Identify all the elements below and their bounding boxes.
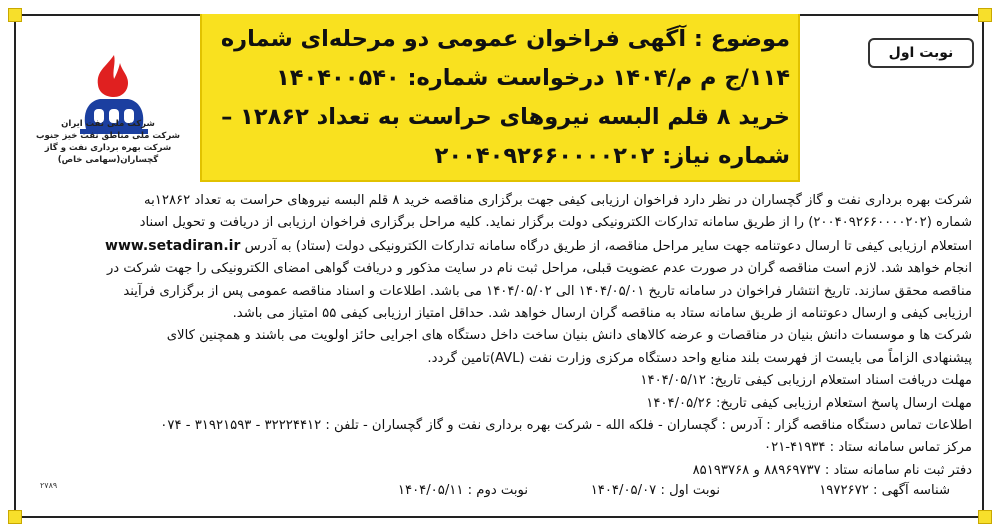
banner-line-1: موضوع : آگهی فراخوان عمومی دو مرحله‌ای شماره xyxy=(220,26,790,52)
edition-badge: نوبت اول xyxy=(868,38,974,68)
second-publication: نوبت دوم : ۱۴۰۴/۰۵/۱۱ xyxy=(397,483,528,498)
setadiran-link[interactable]: www.setadiran.ir xyxy=(105,237,241,254)
ad-footer xyxy=(60,480,960,502)
body-line-5: مناقصه محقق سازند. تاریخ انتشار فراخوان در سامانه تاریخ ۱۴۰۴/۰۵/۰۱ الی ۱۴۰۴/۰۵/۰۲ می باشد. اطلاعات و اسناد مناقصه عمومی پس از برگزاری فرآیند xyxy=(123,283,972,299)
frame-corner-top-right xyxy=(978,8,992,22)
body-line-2: شماره (۲۰۰۴۰۹۲۶۶۰۰۰۰۲۰۲) را از طریق سامانه تدارکات الکترونیکی دولت برگزار نماید. کلیه مراحل برگزاری فراخوان ارزیابی از دریافت و تحویل اسناد xyxy=(139,215,972,231)
frame-corner-bottom-left xyxy=(8,510,22,524)
body-line-3 xyxy=(28,235,972,258)
company-names xyxy=(30,118,186,166)
company-name-2: شرکت ملی مناطق نفت خیز جنوب xyxy=(36,131,180,141)
contact-info: اطلاعات تماس دستگاه مناقصه گزار : آدرس : گچساران - فلکه الله - شرکت بهره برداری نفت و گاز گچساران - تلفن : ۳۲۲۲۴۴۱۲ - ۳۱۹۲۱۵۹۳ - ۰۷۴ xyxy=(160,418,972,434)
banner-line-2: ۱۱۴/ج م م/۱۴۰۴ درخواست شماره: ۱۴۰۴۰۰۵۴۰ xyxy=(276,65,790,91)
setad-call-center: مرکز تماس سامانه ستاد : ۴۱۹۳۴-۰۲۱ xyxy=(764,440,972,456)
banner-text xyxy=(210,20,790,176)
ad-body xyxy=(28,190,972,482)
body-line-7: شرکت ها و موسسات دانش بنیان در مناقصات و عرضه کالاهای دانش بنیان ساخت داخل دستگاه های اجرایی حائز اولویت می باشند و همچنین کالای xyxy=(166,328,972,344)
body-line-4: انجام خواهد شد. لازم است مناقصه گران در صورت عدم عضویت قبلی، مراحل ثبت نام در سایت مذکور و دریافت گواهی امضای الکترونیکی را جهت شرکت در xyxy=(106,261,972,277)
body-line-3-text: استعلام ارزیابی کیفی تا ارسال دعوتنامه جهت سایر مراحل مناقصه، از طریق درگاه سامانه تدارکات الکترونیکی دولت (ستاد) به آدرس xyxy=(244,238,972,254)
body-line-1: شرکت بهره برداری نفت و گاز گچساران در نظر دارد فراخوان ارزیابی کیفی جهت برگزاری مناقصه خرید ۸ قلم البسه نیروهای حراست به تعداد ۱۲۸۶۲به xyxy=(144,193,972,208)
first-publication: نوبت اول : ۱۴۰۴/۰۵/۰۷ xyxy=(590,483,720,498)
body-line-8: پیشنهادی الزاماً می بایست از فهرست بلند منابع واحد دستگاه مرکزی وزارت نفت (AVL)تامین گردد. xyxy=(427,350,972,366)
company-name-3: شرکت بهره برداری نفت و گاز گچساران(سهامی خاص) xyxy=(44,143,172,165)
setad-registration: دفتر ثبت نام سامانه ستاد : ۸۸۹۶۹۷۳۷ و ۸۵۱۹۳۷۶۸ xyxy=(692,462,972,478)
body-line-6: ارزیابی کیفی و ارسال دعوتنامه از طریق سامانه ستاد به مناقصه گران ارسال خواهد شد. حداقل امتیاز ارزیابی کیفی ۵۵ امتیاز می باشد. xyxy=(232,306,972,322)
frame-corner-bottom-right xyxy=(978,510,992,524)
frame-corner-top-left xyxy=(8,8,22,22)
ad-id: شناسه آگهی : ۱۹۷۲۶۷۲ xyxy=(819,483,950,498)
print-code: ۲۷۸۹ xyxy=(40,481,58,490)
company-name-1: شرکت ملی نفت ایران xyxy=(61,119,155,129)
title-banner xyxy=(200,14,800,182)
deadline-receive: مهلت دریافت اسناد استعلام ارزیابی کیفی تاریخ: ۱۴۰۴/۰۵/۱۲ xyxy=(640,373,972,389)
banner-line-4: شماره نیاز: ۲۰۰۴۰۹۲۶۶۰۰۰۰۲۰۲ xyxy=(434,143,790,169)
banner-line-3: خرید ۸ قلم البسه نیروهای حراست به تعداد ۱۲۸۶۲ – xyxy=(221,104,790,130)
deadline-response: مهلت ارسال پاسخ استعلام ارزیابی کیفی تاریخ: ۱۴۰۴/۰۵/۲۶ xyxy=(646,395,972,411)
